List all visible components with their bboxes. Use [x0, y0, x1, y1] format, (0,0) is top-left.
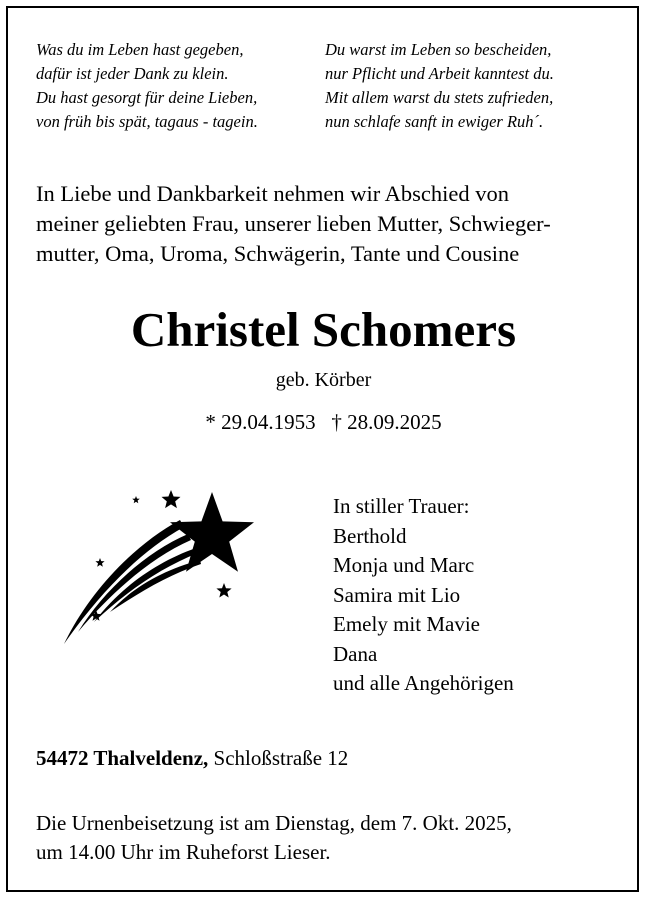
intro-text: [36, 179, 551, 269]
poem-line: Du hast gesorgt für deine Lieben,: [36, 88, 258, 107]
birth-date: * 29.04.1953: [205, 410, 316, 434]
intro-line: meiner geliebten Frau, unserer lieben Mutter, Schwieger-: [36, 211, 551, 236]
mourner-name: Emely mit Mavie: [333, 612, 480, 636]
poem-line: nun schlafe sanft in ewiger Ruh´.: [325, 112, 544, 131]
deceased-name: Christel Schomers: [130, 302, 517, 357]
poem-line: Was du im Leben hast gegeben,: [36, 40, 244, 59]
funeral-line: um 14.00 Uhr im Ruheforst Lieser.: [36, 840, 331, 864]
address-city: 54472 Thalveldenz,: [36, 746, 209, 770]
poem-line: dafür ist jeder Dank zu klein.: [36, 64, 229, 83]
birth-name: geb. Körber: [275, 369, 372, 391]
poem-line: Du warst im Leben so bescheiden,: [325, 40, 552, 59]
poem-line: Mit allem warst du stets zufrieden,: [325, 88, 554, 107]
mourner-name: Dana: [333, 641, 378, 666]
poem-left-stanza: [36, 38, 258, 134]
funeral-info: [36, 809, 512, 867]
mourners-list: [333, 492, 514, 699]
address: [36, 744, 348, 772]
mourner-name: Monja und Marc: [333, 553, 475, 577]
life-dates: [0, 408, 647, 436]
mourner-name: Samira mit Lio: [333, 582, 461, 607]
poem-right-stanza: [325, 38, 554, 134]
shooting-star-icon: [50, 482, 270, 662]
mourner-name: und alle Angehörigen: [333, 671, 514, 695]
death-date: † 28.09.2025: [331, 410, 442, 434]
address-street: Schloßstraße 12: [213, 746, 349, 770]
funeral-line: Die Urnenbeisetzung ist am Dienstag, dem 7. Okt. 2025,: [36, 811, 512, 835]
intro-line: mutter, Oma, Uroma, Schwägerin, Tante und Cousine: [36, 241, 520, 266]
poem-line: von früh bis spät, tagaus - tagein.: [36, 112, 258, 131]
mourner-name: Berthold: [333, 523, 407, 548]
poem-line: nur Pflicht und Arbeit kanntest du.: [325, 64, 554, 83]
mourners-heading: In stiller Trauer:: [333, 494, 470, 518]
intro-line: In Liebe und Dankbarkeit nehmen wir Abschied von: [36, 181, 509, 206]
